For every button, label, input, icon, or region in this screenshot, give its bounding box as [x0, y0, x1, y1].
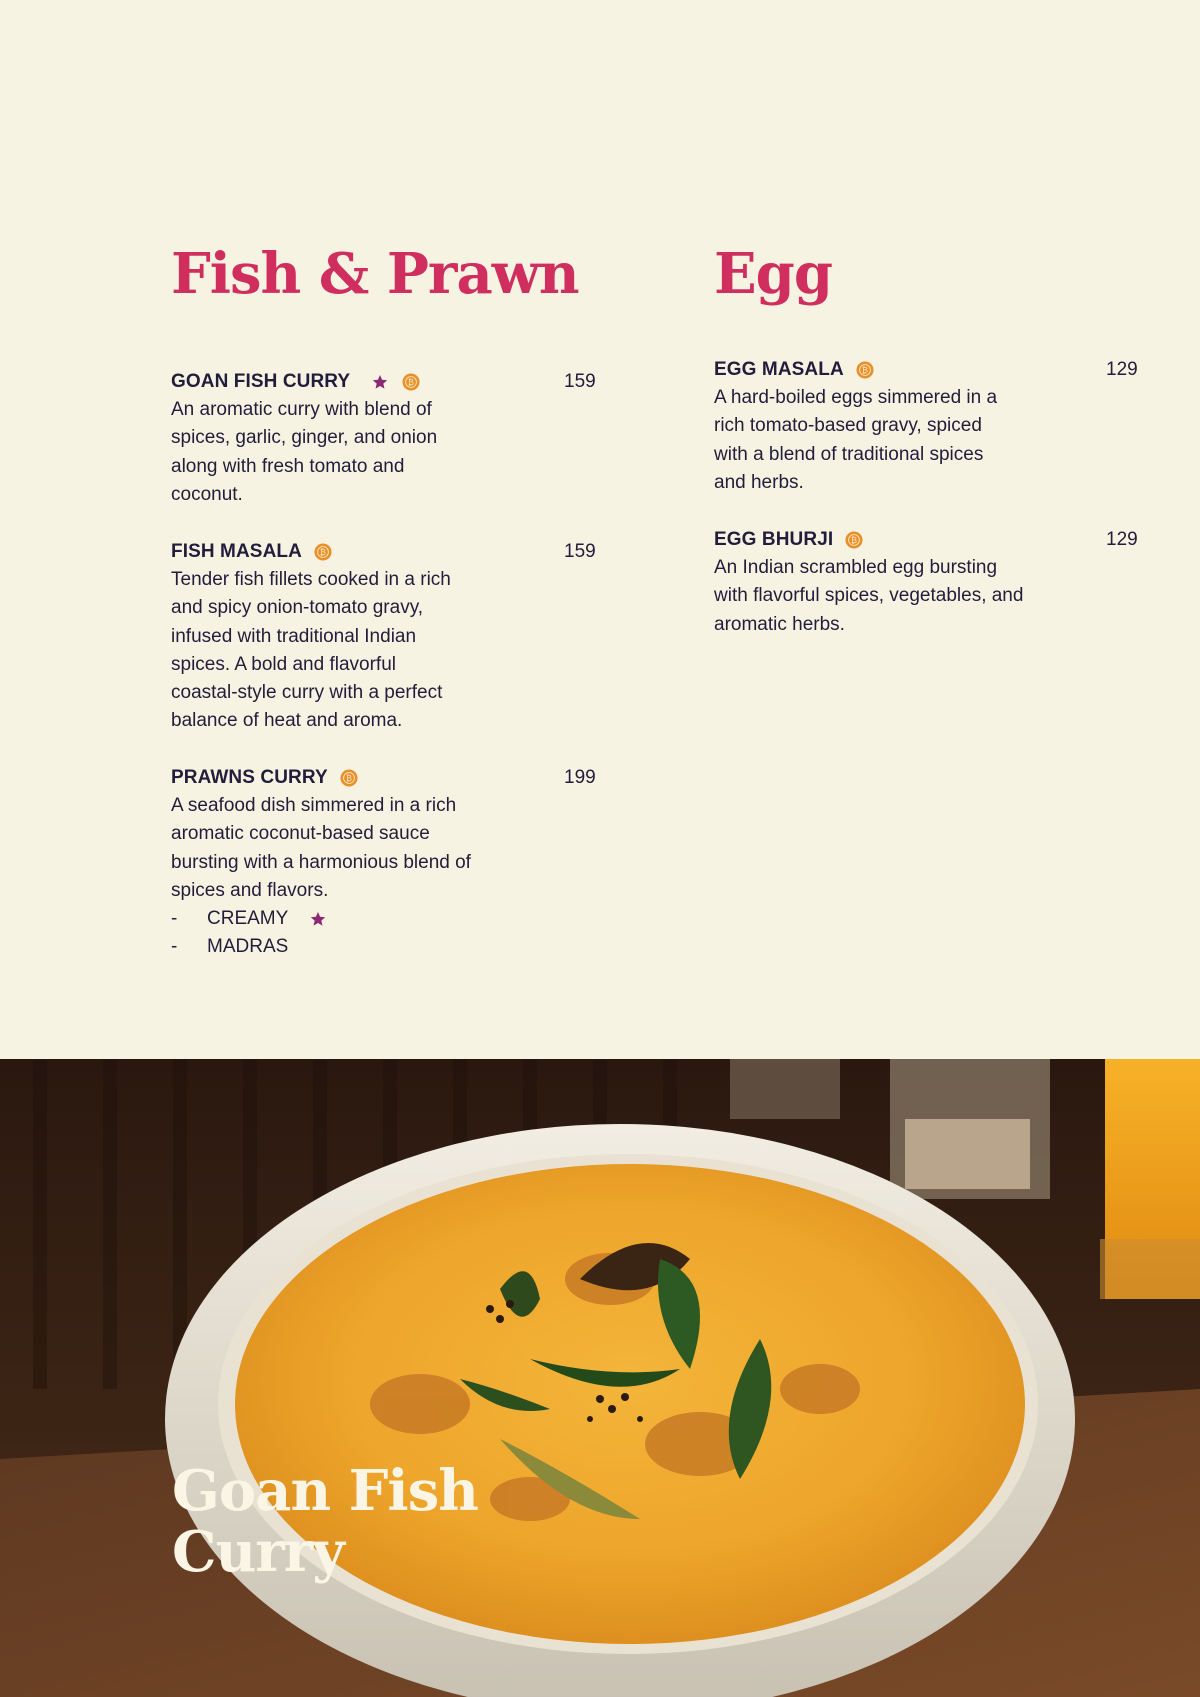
goan-fish-curry-photo [0, 1059, 1200, 1697]
svg-text:₿: ₿ [345, 773, 352, 784]
section-title-fish-prawn: Fish & Prawn [171, 241, 579, 307]
item-description: An Indian scrambled egg bursting with flavorful spices, vegetables, and aromatic herbs. [714, 557, 1024, 635]
item-description: A seafood dish simmered in a rich aromatic coconut-based sauce bursting with a harmonious blend of spices and flavors. [171, 795, 471, 901]
menu-item-egg-masala [714, 357, 1144, 497]
item-price: 129 [1106, 529, 1138, 550]
caption-line-1: Goan Fish [172, 1458, 478, 1524]
item-price: 129 [1106, 359, 1138, 380]
item-description: Tender fish fillets cooked in a rich and spicy onion-tomato gravy, infused with traditional Indian spices. A bold and flavorful coastal-style curry with a perfect balance of heat and aroma. [171, 569, 451, 732]
item-name: PRAWNS CURRY [171, 767, 328, 788]
section-title-egg: Egg [714, 241, 832, 307]
item-name: EGG BHURJI [714, 529, 834, 550]
item-price: 159 [564, 541, 596, 562]
svg-text:₿: ₿ [861, 365, 868, 376]
coin-icon [856, 361, 874, 379]
variant-list [171, 905, 601, 962]
coin-icon [314, 543, 332, 561]
svg-text:₿: ₿ [408, 377, 415, 388]
variant-item-madras [171, 933, 601, 961]
photo-caption [172, 1458, 492, 1585]
variant-dash: - [171, 908, 178, 930]
coin-icon [340, 769, 358, 787]
variant-label: MADRAS [207, 936, 289, 958]
menu-item-goan-fish-curry [171, 369, 601, 509]
star-icon [310, 911, 326, 927]
coin-icon [402, 373, 420, 391]
variant-label: CREAMY [207, 908, 289, 930]
item-description: A hard-boiled eggs simmered in a rich tomato-based gravy, spiced with a blend of traditional spices and herbs. [714, 387, 998, 493]
item-price: 199 [564, 767, 596, 788]
menu-item-fish-masala [171, 539, 601, 736]
item-price: 159 [564, 371, 596, 392]
variant-item-creamy [171, 905, 601, 933]
coin-icon [845, 531, 863, 549]
item-name: GOAN FISH CURRY [171, 371, 351, 392]
svg-text:₿: ₿ [319, 547, 326, 558]
item-name: EGG MASALA [714, 359, 844, 380]
svg-text:₿: ₿ [851, 535, 858, 546]
star-icon [372, 374, 388, 390]
item-name: FISH MASALA [171, 541, 302, 562]
variant-dash: - [171, 936, 178, 958]
menu-item-prawns-curry [171, 765, 601, 962]
caption-line-2: Curry [172, 1519, 344, 1585]
menu-item-egg-bhurji [714, 527, 1144, 639]
item-description: An aromatic curry with blend of spices, garlic, ginger, and onion along with fresh tomato and coconut. [171, 399, 438, 505]
